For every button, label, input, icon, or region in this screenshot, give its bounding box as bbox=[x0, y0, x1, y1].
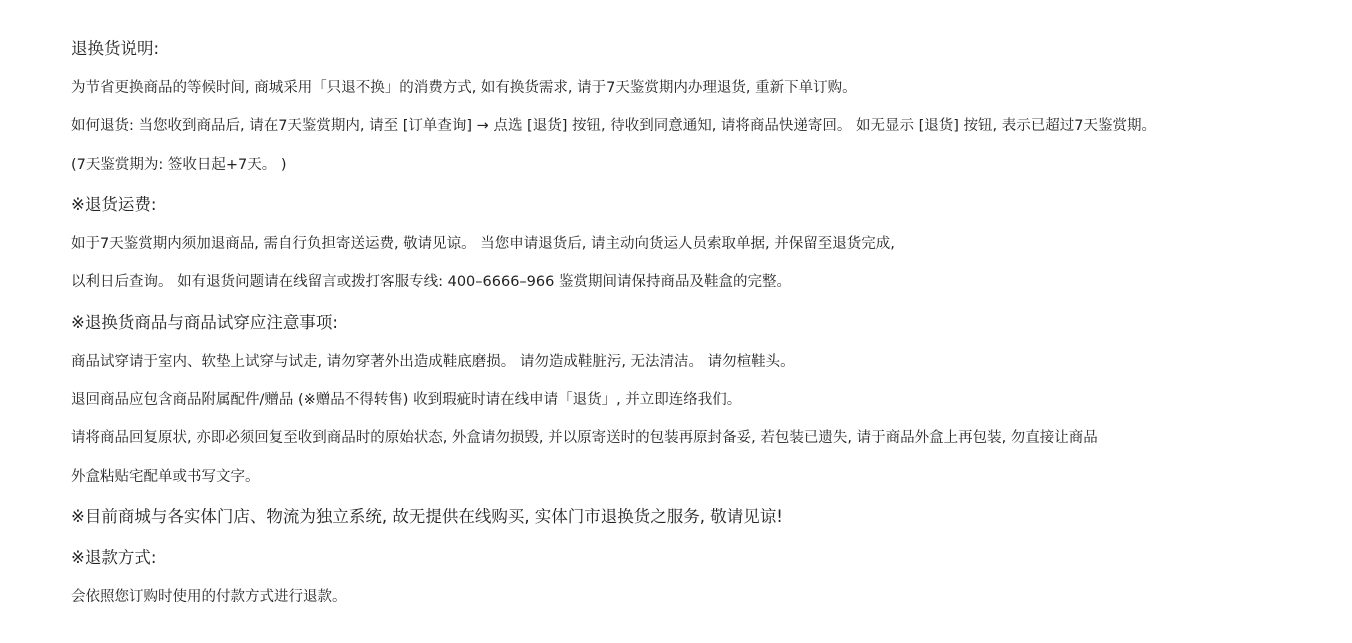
precautions-text-4: 外盒粘贴宅配单或书写文字。 bbox=[71, 469, 260, 485]
returns-intro-text: 为节省更换商品的等候时间, 商城采用「只退不换」的消费方式, 如有换货需求, 请于7天鉴赏期内办理退货, 重新下单订购。 bbox=[71, 80, 857, 96]
precautions-text-1: 商品试穿请于室内、软垫上试穿与试走, 请勿穿著外出造成鞋底磨损。 请勿造成鞋脏污, 无法清洁。 请勿楦鞋头。 bbox=[71, 354, 795, 370]
store-notice-text: ※目前商城与各实体门店、物流为独立系统, 故无提供在线购买, 实体门市退换货之服务, 敬请见谅! bbox=[71, 507, 783, 526]
precautions-text-2: 退回商品应包含商品附属配件/赠品 (※赠品不得转售) 收到瑕疵时请在线申请「退货」, 并立即连络我们。 bbox=[71, 392, 742, 408]
returns-policy-title: 退换货说明: bbox=[71, 39, 160, 58]
appreciation-period-note: (7天鉴赏期为: 签收日起+7天。 ) bbox=[71, 157, 287, 173]
precautions-title: ※退换货商品与商品试穿应注意事项: bbox=[71, 313, 338, 332]
return-shipping-text-2: 以利日后查询。 如有退货问题请在线留言或拨打客服专线: 400–6666–966 鉴赏期间请保持商品及鞋盒的完整。 bbox=[71, 274, 791, 290]
return-shipping-title: ※退货运费: bbox=[71, 195, 157, 214]
how-to-return-text: 如何退货: 当您收到商品后, 请在7天鉴赏期内, 请至 [订单查询] → 点选 [退货] 按钮, 待收到同意通知, 请将商品快递寄回。 如无显示 [退货] 按钮, 表示已超过7天鉴赏期。 bbox=[71, 118, 1156, 134]
return-shipping-text-1: 如于7天鉴赏期内须加退商品, 需自行负担寄送运费, 敬请见谅。 当您申请退货后, 请主动向货运人员索取单据, 并保留至退货完成, bbox=[71, 236, 895, 252]
refund-method-text: 会依照您订购时使用的付款方式进行退款。 bbox=[71, 589, 347, 605]
precautions-text-3: 请将商品回复原状, 亦即必须回复至收到商品时的原始状态, 外盒请勿损毁, 并以原寄送时的包装再原封备妥, 若包装已遗失, 请于商品外盒上再包装, 勿直接让商品 bbox=[71, 430, 1098, 446]
refund-method-title: ※退款方式: bbox=[71, 548, 157, 567]
